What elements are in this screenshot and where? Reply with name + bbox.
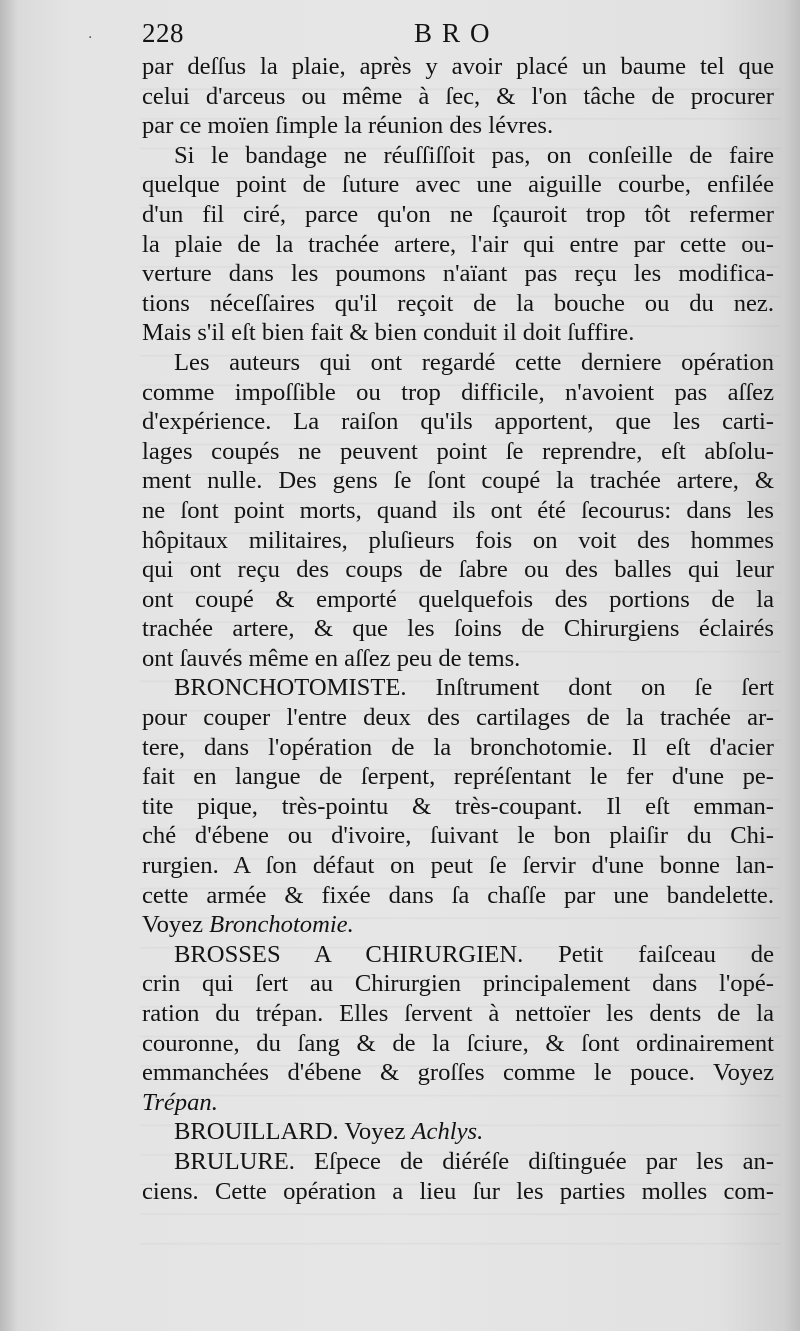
text-line: ciens. Cette opération a lieu ſur les parties molles com- [142, 1177, 774, 1205]
text-line: celui d'arceus ou même à ſec, & l'on tâche de procurer [142, 82, 774, 110]
text-line: ché d'ébene ou d'ivoire, ſuivant le bon plaiſir du Chi- [142, 822, 774, 850]
entry-brouillard [142, 1117, 774, 1147]
text-line: tere, dans l'opération de la bronchotomie. Il eſt d'acier [142, 733, 774, 761]
margin-mark: · [88, 30, 93, 46]
text-line: lages coupés ne peuvent point ſe reprendre, eſt abſolu- [142, 437, 774, 465]
text-line: d'un fil ciré, parce qu'on ne ſçauroit trop tôt refermer [142, 200, 774, 228]
text-line: comme impoſſible ou trop difficile, n'avoient pas aſſez [142, 378, 774, 406]
running-title: BRO [414, 18, 500, 48]
text-line: par deſſus la plaie, après y avoir placé un baume tel que [142, 53, 774, 80]
text-line: rurgien. A ſon défaut on peut ſe ſervir d'une bonne lan- [142, 852, 774, 880]
cross-reference-line [142, 1088, 774, 1118]
running-head [142, 12, 774, 52]
text-line: quelque point de ſuture avec une aiguille courbe, enfilée [142, 171, 774, 199]
page-number: 228 [142, 18, 184, 48]
entry-bronchotomiste: BRONCHOTOMISTE. Inſtrument dont on ſe ſert [174, 674, 774, 702]
text-line: tite pique, très-pointu & très-coupant. Il eſt emman- [142, 792, 774, 820]
cross-reference-achlys: Achlys. [411, 1118, 484, 1146]
text-line: ration du trépan. Elles ſervent à nettoïer les dents de la [142, 1000, 774, 1027]
text-line: ont ſauvés même en aſſez peu de tems. [142, 644, 521, 672]
text-line: hôpitaux militaires, pluſieurs fois on voit des hommes [142, 526, 774, 554]
text-line: pour couper l'entre deux des cartilages de la trachée ar- [142, 704, 774, 732]
text-line: fait en langue de ſerpent, repréſentant le fer d'une pe- [142, 763, 774, 791]
entry-brulure: BRULURE. Eſpece de diéréſe diſtinguée par les an- [174, 1147, 774, 1175]
text-line: Les auteurs qui ont regardé cette derniere opération [174, 348, 774, 376]
text-line: tions néceſſaires qu'il reçoit de la bouche ou du nez. [142, 289, 774, 317]
text-line: qui ont reçu des coups de ſabre ou des balles qui leur [142, 556, 774, 584]
entry-brosses: BROSSES A CHIRURGIEN. Petit faiſceau de [174, 940, 774, 968]
text-line: ne ſont point morts, quand ils ont été ſecourus: dans les [142, 496, 774, 524]
cross-reference-trepan: Trépan. [142, 1088, 218, 1116]
text-line: Si le bandage ne réuſſiſſoit pas, on conſeille de faire [174, 141, 774, 169]
cross-reference-line [142, 910, 774, 940]
text-line: ont coupé & emporté quelquefois des portions de la [142, 585, 774, 613]
text-line: d'expérience. La raiſon qu'ils apportent, que les carti- [142, 408, 774, 436]
text-line: ment nulle. Des gens ſe ſont coupé la trachée artere, & [142, 467, 774, 495]
body-text [142, 52, 774, 1206]
text-line: par ce moïen ſimple la réunion des lévres. [142, 112, 554, 140]
text-line: couronne, du ſang & de la ſciure, & ſont ordinairement [142, 1029, 774, 1057]
text-line: verture dans les poumons n'aïant pas reçu les modifica- [142, 260, 774, 288]
entry-brouillard-text: BROUILLARD. Voyez [174, 1118, 406, 1146]
text-line: emmanchées d'ébene & groſſes comme le pouce. Voyez [142, 1059, 774, 1087]
text-line: trachée artere, & que les ſoins de Chirurgiens éclairés [142, 615, 774, 643]
voyez-label: Voyez [142, 911, 204, 939]
text-line: Mais s'il eſt bien fait & bien conduit il doit ſuffire. [142, 319, 635, 347]
text-line: la plaie de la trachée artere, l'air qui entre par cette ou- [142, 230, 774, 258]
text-line: cette armée & fixée dans ſa chaſſe par une bandelette. [142, 881, 774, 909]
cross-reference-bronchotomie: Bronchotomie. [209, 911, 354, 939]
text-line: crin qui ſert au Chirurgien principalement dans l'opé- [142, 970, 774, 998]
